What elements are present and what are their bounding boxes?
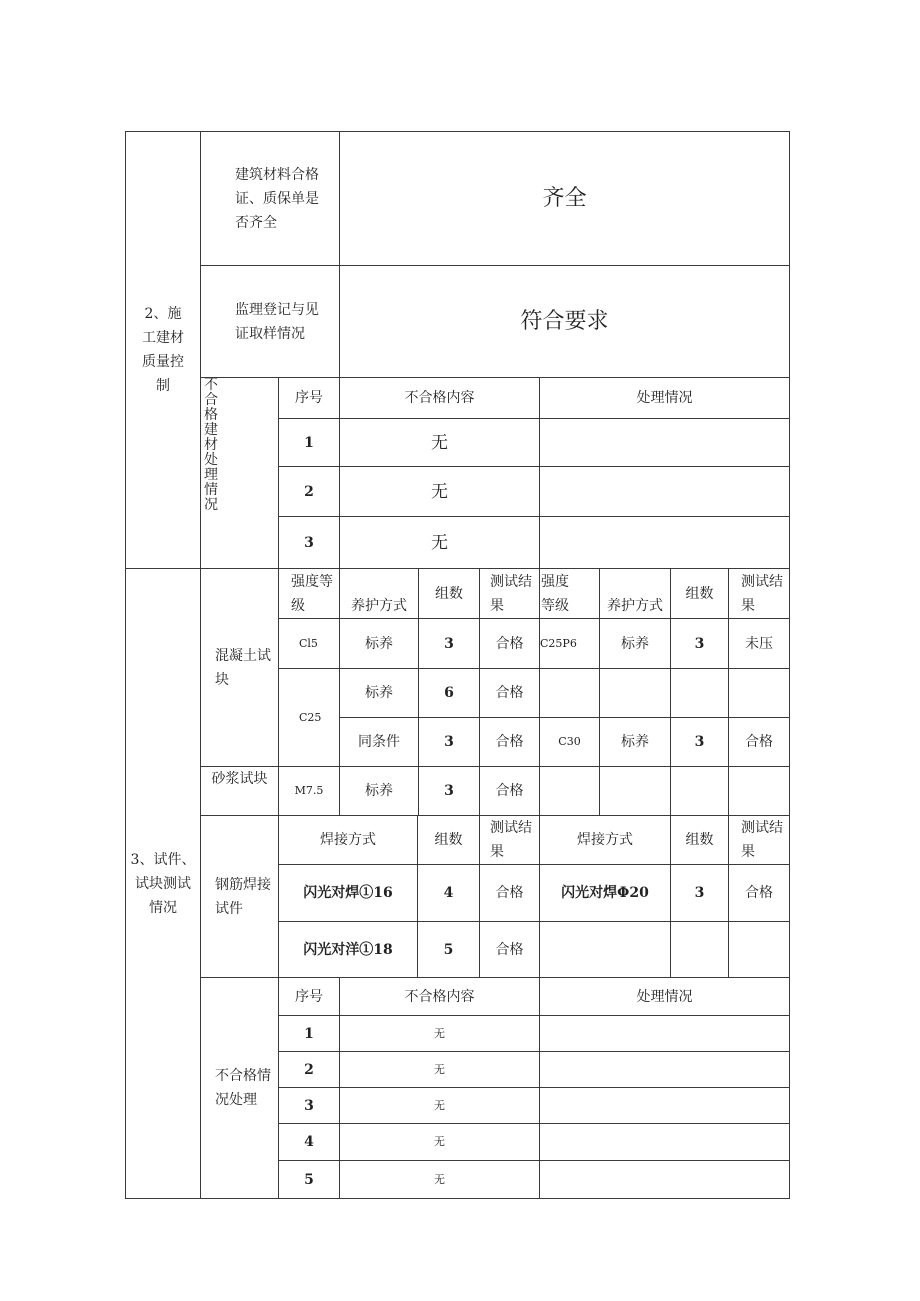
welding-r2-empty1[interactable] [539, 921, 671, 978]
s3-row-handling[interactable] [539, 1087, 790, 1124]
s2-row-content [339, 418, 540, 467]
concrete-r3-cure-text: 同条件 [358, 734, 400, 750]
concrete-r1-cure2 [599, 618, 671, 669]
welding-r2-method-text: 闪光对洋①18 [303, 941, 393, 958]
s3-row-handling[interactable] [539, 1160, 790, 1199]
s2-row-handling[interactable] [539, 466, 790, 517]
welding-r1-result [479, 864, 540, 922]
mortar-groups-text: 3 [444, 783, 454, 799]
welding-label [200, 815, 279, 978]
section3-label-text: 3、试件、 试块测试 情况 [130, 851, 196, 916]
s2-row-no [278, 516, 340, 569]
s3-row-handling-text [540, 1088, 789, 1123]
s2-header-handling-text: 处理情况 [636, 390, 693, 406]
concrete-r2-result [479, 668, 540, 718]
concrete-r1-grade2-text: C25P6 [540, 636, 577, 650]
s3-row-content-text: 无 [434, 1026, 445, 1040]
welding-r2-empty2[interactable] [670, 921, 729, 978]
s3-row-no-text: 3 [304, 1097, 314, 1114]
mortar-cure-text: 标养 [365, 783, 393, 799]
s2-row-content [339, 516, 540, 569]
s2-header-content [339, 377, 540, 419]
nonconform-handling-label [200, 977, 279, 1199]
section2-label-text: 2、施 工建材 质量控 制 [142, 306, 184, 394]
mortar-empty2[interactable] [599, 766, 671, 816]
concrete-header-grade [278, 568, 340, 619]
s3-row-handling-text [540, 1161, 789, 1198]
s3-row-no [278, 1123, 340, 1161]
concrete-header-grade2-text: 强度 等级 [541, 573, 569, 614]
welding-r1-groups2-text: 3 [694, 885, 705, 901]
s2-row-no [278, 466, 340, 517]
cert-question [200, 131, 340, 266]
section3-label [125, 568, 201, 1199]
sampling-answer [339, 265, 790, 378]
concrete-r3-grade2 [539, 717, 600, 767]
concrete-r1-result2-text: 未压 [745, 635, 773, 652]
s3-row-no-text: 5 [304, 1171, 314, 1188]
s2-row-no-text: 1 [304, 434, 314, 451]
welding-r1-groups-text: 4 [443, 885, 454, 901]
nonconform-material-label-text: 不 合 格 建 材 处 理 情 况 [204, 377, 218, 513]
concrete-c25-grade-text: C25 [299, 710, 322, 724]
concrete-r3-cure2-text: 标养 [621, 734, 649, 750]
s2-row-content [339, 466, 540, 517]
concrete-label-text: 混凝土试 块 [215, 647, 271, 688]
concrete-header-groups2-text: 组数 [685, 585, 714, 602]
concrete-r1-result [479, 618, 540, 669]
mortar-empty1[interactable] [539, 766, 600, 816]
welding-header-method-text: 焊接方式 [320, 832, 376, 848]
concrete-r2-empty1[interactable] [539, 668, 600, 718]
concrete-r1-cure-text: 标养 [365, 635, 393, 652]
concrete-r1-groups-text: 3 [444, 635, 454, 652]
welding-header-result2-text: 测试结 果 [741, 820, 783, 860]
s2-row-content-text: 无 [431, 481, 448, 502]
mortar-result-text: 合格 [495, 783, 524, 799]
welding-r1-method [278, 864, 418, 922]
s2-row-handling[interactable] [539, 418, 790, 467]
s3-row-content-text: 无 [434, 1098, 445, 1112]
s2-row-content-text: 无 [431, 532, 448, 553]
concrete-r3-groups2-text: 3 [694, 734, 705, 750]
welding-r2-groups [417, 921, 480, 978]
s3-header-content [339, 977, 540, 1016]
welding-r1-groups2 [670, 864, 729, 922]
concrete-header-result-text: 测试结 果 [490, 573, 532, 614]
concrete-r1-result-text: 合格 [495, 635, 524, 652]
welding-header-groups2-text: 组数 [685, 832, 714, 848]
concrete-r3-result [479, 717, 540, 767]
concrete-r3-groups2 [670, 717, 729, 767]
mortar-cure [339, 766, 419, 816]
welding-r2-groups-text: 5 [443, 941, 454, 958]
concrete-r1-result2 [728, 618, 790, 669]
concrete-r2-cure-text: 标养 [365, 685, 393, 701]
s2-header-handling [539, 377, 790, 419]
s3-row-no-text: 2 [304, 1061, 314, 1078]
cert-answer [339, 131, 790, 266]
s3-row-handling[interactable] [539, 1123, 790, 1161]
s2-row-handling-text [540, 467, 789, 516]
s3-header-no [278, 977, 340, 1016]
s3-row-no-text: 1 [304, 1025, 314, 1042]
welding-r1-method2 [539, 864, 671, 922]
concrete-header-groups-text: 组数 [435, 585, 463, 602]
welding-header-groups-text: 组数 [434, 832, 463, 848]
s3-row-no [278, 1087, 340, 1124]
welding-label-text: 钢筋焊接 试件 [215, 876, 271, 917]
welding-header-result-text: 测试结 果 [490, 820, 532, 860]
s3-row-content [339, 1087, 540, 1124]
s2-row-no-text: 2 [304, 483, 314, 500]
s3-header-handling-text: 处理情况 [636, 988, 693, 1005]
mortar-grade [278, 766, 340, 816]
concrete-r1-groups [418, 618, 480, 669]
s3-row-content [339, 1015, 540, 1052]
concrete-r1-cure [339, 618, 419, 669]
mortar-empty4[interactable] [728, 766, 790, 816]
concrete-r3-result-text: 合格 [495, 734, 524, 750]
mortar-empty3[interactable] [670, 766, 729, 816]
welding-r2-empty3[interactable] [728, 921, 790, 978]
mortar-label-text: 砂浆试块 [211, 771, 268, 787]
s3-row-no [278, 1015, 340, 1052]
welding-header-method2 [539, 815, 671, 865]
concrete-r2-empty4[interactable] [728, 668, 790, 718]
concrete-header-cure [339, 568, 419, 619]
concrete-r2-groups-text: 6 [444, 685, 454, 701]
s2-row-handling-text [540, 419, 789, 466]
sampling-question-text: 监理登记与见 证取样情况 [235, 301, 319, 342]
concrete-r1-grade [278, 618, 340, 669]
concrete-r1-groups2 [670, 618, 729, 669]
welding-r2-result-text: 合格 [495, 941, 524, 958]
s3-row-content-text: 无 [434, 1062, 445, 1076]
s3-row-content-text: 无 [434, 1135, 445, 1148]
concrete-r3-grade2-text: C30 [558, 735, 581, 748]
s2-header-no-text: 序号 [295, 390, 323, 406]
nonconform-material-label [200, 377, 279, 569]
s3-row-handling-text [540, 1052, 789, 1087]
concrete-label [200, 568, 279, 767]
concrete-r2-result-text: 合格 [495, 685, 524, 701]
mortar-grade-text: M7.5 [294, 784, 324, 797]
welding-header-result2 [728, 815, 790, 865]
concrete-r3-result2-text: 合格 [745, 734, 773, 750]
concrete-r2-groups [418, 668, 480, 718]
s3-row-content-text: 无 [434, 1172, 445, 1186]
welding-header-method [278, 815, 418, 865]
welding-header-result [479, 815, 540, 865]
mortar-label [200, 766, 279, 816]
concrete-r2-empty2[interactable] [599, 668, 671, 718]
s2-row-no [278, 418, 340, 467]
concrete-header-groups2 [670, 568, 729, 619]
cert-answer-text: 齐全 [542, 185, 587, 211]
welding-header-groups [417, 815, 480, 865]
welding-r1-result-text: 合格 [495, 885, 524, 901]
s3-row-handling-text [540, 1016, 789, 1051]
s2-row-handling-text [540, 517, 789, 568]
concrete-r1-groups2-text: 3 [694, 635, 705, 652]
concrete-r2-empty3[interactable] [670, 668, 729, 718]
welding-r2-result [479, 921, 540, 978]
s3-row-no [278, 1160, 340, 1199]
concrete-header-grade-text: 强度等 级 [291, 573, 333, 614]
welding-r1-method-text: 闪光对焊①16 [303, 885, 393, 901]
concrete-r2-cure [339, 668, 419, 718]
concrete-header-cure2-text: 养护方式 [607, 598, 663, 614]
s3-header-handling [539, 977, 790, 1016]
s3-row-handling[interactable] [539, 1015, 790, 1052]
concrete-header-result2 [728, 568, 790, 619]
welding-r2-method [278, 921, 418, 978]
cert-question-text: 建筑材料合格 证、质保单是 否齐全 [235, 166, 319, 231]
s3-row-content [339, 1160, 540, 1199]
concrete-r1-cure2-text: 标养 [621, 635, 649, 652]
concrete-header-result [479, 568, 540, 619]
concrete-header-cure-text: 养护方式 [351, 598, 407, 614]
sampling-question [200, 265, 340, 378]
s2-row-no-text: 3 [304, 534, 314, 551]
s3-row-content [339, 1051, 540, 1088]
mortar-result [479, 766, 540, 816]
s2-header-no [278, 377, 340, 419]
mortar-groups [418, 766, 480, 816]
concrete-r1-grade-text: Cl5 [299, 636, 318, 650]
s2-row-content-text: 无 [431, 432, 448, 453]
welding-r1-result2 [728, 864, 790, 922]
s3-header-content-text: 不合格内容 [404, 988, 475, 1005]
s3-row-handling-text [540, 1124, 789, 1160]
s3-row-no-text: 4 [304, 1134, 314, 1150]
concrete-header-cure2 [599, 568, 671, 619]
concrete-r3-cure2 [599, 717, 671, 767]
concrete-header-result2-text: 测试结 果 [741, 573, 783, 614]
welding-r1-result2-text: 合格 [745, 885, 773, 901]
welding-r1-method2-text: 闪光对焊Φ20 [561, 885, 649, 901]
welding-r1-groups [417, 864, 480, 922]
concrete-r3-result2 [728, 717, 790, 767]
section2-label [125, 131, 201, 569]
concrete-header-grade2 [539, 568, 600, 619]
concrete-r3-groups [418, 717, 480, 767]
welding-header-groups2 [670, 815, 729, 865]
sampling-answer-text: 符合要求 [520, 308, 609, 334]
welding-header-method2-text: 焊接方式 [577, 832, 633, 848]
s3-row-content [339, 1123, 540, 1161]
s2-row-handling[interactable] [539, 516, 790, 569]
concrete-r3-cure [339, 717, 419, 767]
s3-header-no-text: 序号 [295, 988, 323, 1005]
s3-row-no [278, 1051, 340, 1088]
nonconform-handling-label-text: 不合格情 况处理 [215, 1068, 271, 1108]
concrete-r3-groups-text: 3 [444, 734, 454, 750]
s2-header-content-text: 不合格内容 [404, 390, 475, 406]
s3-row-handling[interactable] [539, 1051, 790, 1088]
concrete-c25-grade [278, 668, 340, 767]
concrete-header-groups [418, 568, 480, 619]
concrete-r1-grade2 [539, 618, 600, 669]
